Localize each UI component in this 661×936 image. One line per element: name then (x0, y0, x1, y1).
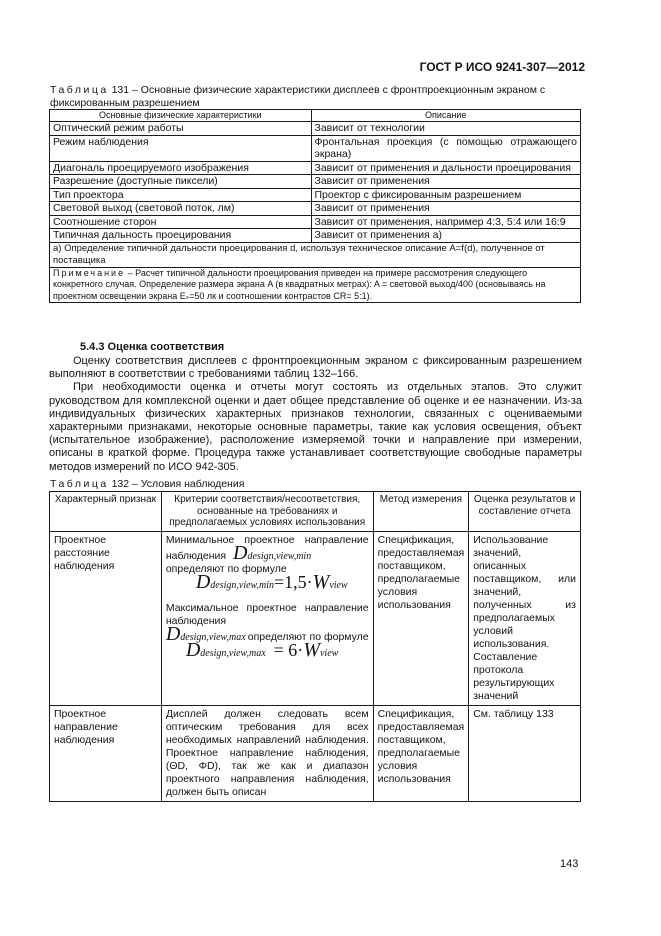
crit-min-label: Минимальное проектное направление наблюдения (165, 533, 369, 562)
formula-w: W (303, 638, 320, 661)
table-131-header-description: Описание (311, 110, 581, 122)
row-description: Зависит от применения, например 4:3, 5:4 или 16:9 (311, 215, 581, 229)
table-132-header-result: Оценка результатов и составление отчета (469, 492, 581, 532)
row-description: Фронтальная проекция (с помощью отражающего экрана) (311, 135, 581, 161)
table-131-body (50, 122, 581, 243)
formula-d-min-inline (233, 541, 312, 564)
table-row (50, 175, 581, 189)
formula-sub: design,view,min (247, 550, 312, 562)
caption-word: Таблица (50, 478, 109, 490)
formula-d-max-inline (165, 622, 246, 645)
row-characteristic: Соотношение сторон (50, 215, 312, 229)
caption-word: Таблица (50, 84, 109, 96)
row-characteristic: Оптический режим работы (50, 122, 312, 136)
table-row (50, 215, 581, 229)
formula-sub: design,view,max (200, 647, 266, 659)
crit-max-text: Максимальное проектное направление наблюдения (165, 601, 369, 627)
formula-sub: design,view,min (210, 579, 274, 591)
row-description: Зависит от применения a) (311, 229, 581, 243)
row2-feature: Проектное направление наблюдения (50, 705, 162, 801)
table-row (50, 705, 581, 801)
formula-d: D (185, 638, 201, 661)
crit-min-text (166, 534, 369, 563)
formula-wsub: view (329, 579, 348, 591)
formula-sub: design,view,max (180, 631, 246, 643)
table-132 (49, 491, 581, 802)
table-row (50, 135, 581, 161)
row-description: Зависит от применения и дальности проецирования (311, 161, 581, 175)
table-row (50, 531, 581, 705)
row-characteristic: Тип проектора (50, 188, 312, 202)
table-row (50, 202, 581, 216)
row-description: Зависит от применения (311, 175, 581, 189)
page-number: 143 (560, 858, 579, 870)
formula-d: D (233, 541, 248, 564)
section-body (49, 355, 582, 474)
row-description: Зависит от технологии (311, 122, 581, 136)
row1-result: Использование значений, описанных поставщиком, или значений, полученных из предполагаемых условий использования. Составление протокола результирующих значений (469, 531, 581, 705)
section-title: 5.4.3 Оценка соответствия (80, 341, 225, 353)
formula-d: D (195, 570, 211, 593)
row-characteristic: Световой выход (световой поток, лм) (50, 202, 312, 216)
caption-text: 132 – Условия наблюдения (111, 478, 245, 490)
row-description: Проектор с фиксированным разрешением (311, 188, 581, 202)
row1-feature: Проектное расстояние наблюдения (50, 531, 162, 705)
table-132-header-feature: Характерный признак (50, 492, 162, 532)
row2-result: См. таблицу 133 (469, 705, 581, 801)
crit-min-formula-intro: определяют по формуле (165, 562, 287, 575)
formula-d: D (165, 622, 181, 645)
table-row (50, 161, 581, 175)
standard-code: ГОСТ Р ИСО 9241-307—2012 (419, 60, 585, 74)
row-description: Зависит от применения (311, 202, 581, 216)
note-text: – Расчет типичной дальности проецирования приведен на примере рассмотрения следующего конкретного случая. Определение размера экрана A (в квадратных метрах): A = световой выход/400 (основываясь на проектном освещении экрана Eₛ=50 лк и соотношении контрастов CR= 5:1). (53, 267, 546, 301)
formula-max (166, 638, 369, 670)
formula-eq: =1,5· (274, 571, 313, 592)
table-131-header-characteristic: Основные физические характеристики (50, 110, 312, 122)
paragraph-1: Оценку соответствия дисплеев с фронтпроекционным экраном с фиксированным разрешением выполняют в соответствии с требованиями таблиц 132–166. (49, 355, 582, 381)
row1-criteria (161, 531, 373, 705)
table-132-caption (50, 478, 592, 491)
row-characteristic: Разрешение (доступные пиксели) (50, 175, 312, 189)
row-characteristic: Типичная дальность проецирования (50, 229, 312, 243)
formula-w: W (312, 570, 330, 593)
table-row (50, 188, 581, 202)
table-132-header-method: Метод измерения (373, 492, 469, 532)
formula-min (166, 570, 369, 602)
table-131-note (50, 267, 581, 303)
table-131-caption (50, 84, 592, 109)
table-132-header-criteria: Критерии соответствия/несоответствия, основанные на требованиях и предполагаемых условиях использования (161, 492, 373, 532)
row1-method: Спецификация, предоставляемая поставщиком, предполагаемые условия использования (373, 531, 469, 705)
table-131-footnote: a) Определение типичной дальности проецирования d, используя техническое описание A=f(d), полученное от поставщика (50, 242, 581, 267)
table-131 (49, 109, 581, 303)
row2-method: Спецификация, предоставляемая поставщиком, предполагаемые условия использования (373, 705, 469, 801)
formula-eq: = 6· (273, 639, 304, 660)
row2-criteria: Дисплей должен следовать всем оптическим требования для всех необходимых направлений наблюдения. Проектное направление наблюдения, (ΘD, ΦD), так же как и диапазон проектного направления наблюдения, должен быть описан (161, 705, 373, 801)
row-characteristic: Режим наблюдения (50, 135, 312, 161)
note-word: Примечание (53, 267, 126, 278)
paragraph-2: При необходимости оценка и отчеты могут состоять из отдельных этапов. Это служит руководством для комплексной оценки и дает общее представление об оценке и ее назначении. Из-за индивидуальных физических характерных признаков технологии, связанных с оцениваемыми характерными признаками, некоторые основные параметры, такие как условия освещения, объект (испытательное изображение), расположение измеряемой точки и направление при измерении, описаны в краткой форме. Процедура также устанавливает соответствующие свободные параметры методов измерений по ИСО 942-305. (49, 381, 582, 473)
table-row (50, 122, 581, 136)
row-characteristic: Диагональ проецируемого изображения (50, 161, 312, 175)
caption-text: 131 – Основные физические характеристики дисплеев с фронтпроекционным экраном с фиксированным разрешением (50, 84, 546, 109)
crit-max-formula-intro: определяют по формуле (247, 630, 369, 643)
table-row (50, 229, 581, 243)
formula-wsub: view (319, 647, 339, 659)
